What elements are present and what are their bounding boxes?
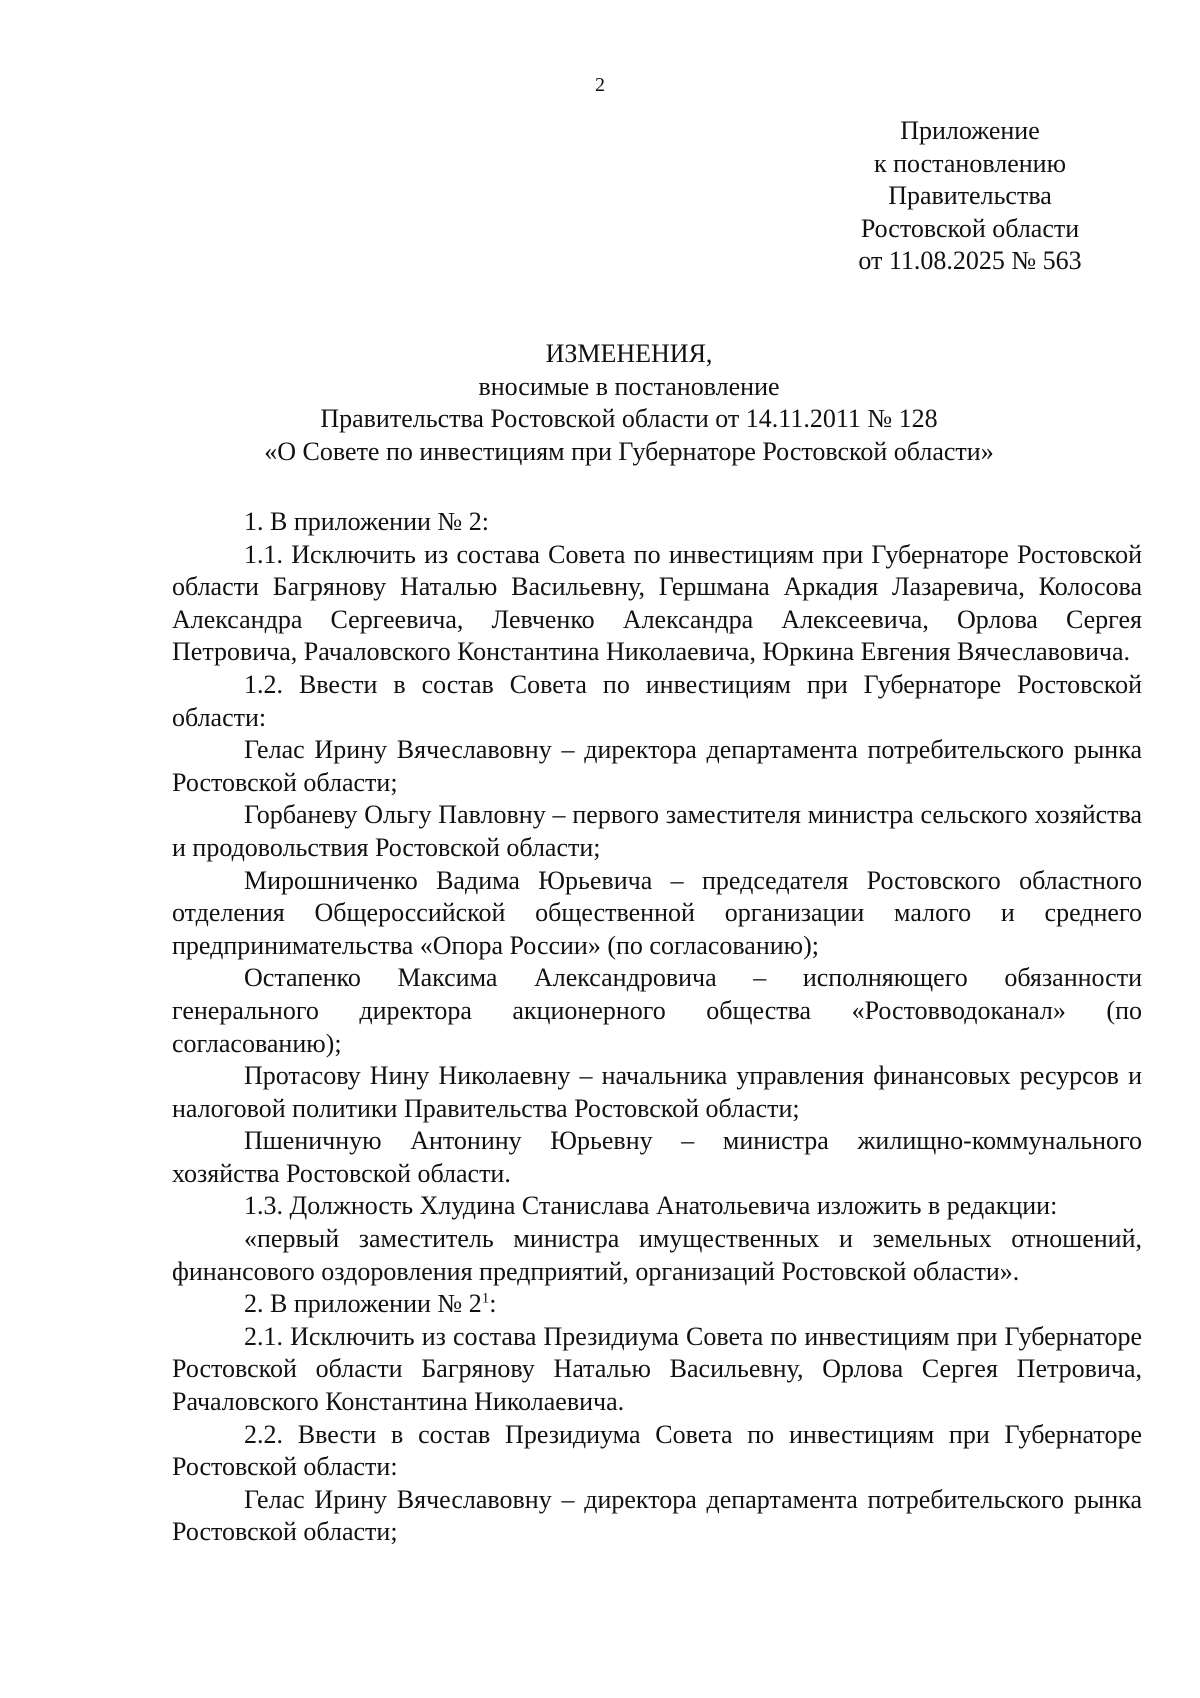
- list-item: Остапенко Максима Александровича – исполняющего обязанности генерального директора акционерного общества «Ростовводоканал» (по согласованию);: [172, 963, 1142, 1058]
- paragraph-1-3: 1.3. Должность Хлудина Станислава Анатольевича изложить в редакции:: [244, 1191, 1058, 1221]
- list-item: Горбаневу Ольгу Павловну – первого заместителя министра сельского хозяйства и продовольствия Ростовской области;: [172, 800, 1142, 862]
- list-item: Гелас Ирину Вячеславовну – директора департамента потребительского рынка Ростовской области;: [172, 1484, 1142, 1547]
- list-item: Гелас Ирину Вячеславовну – директора департамента потребительского рынка Ростовской области;: [172, 735, 1142, 797]
- superscript-index: 1: [481, 1290, 490, 1307]
- paragraph-2-colon: :: [489, 1289, 497, 1319]
- appendix-line: Приложение: [900, 116, 1040, 145]
- paragraph-1-1: 1.1. Исключить из состава Совета по инвестициям при Губернаторе Ростовской области Багрянову Наталью Васильевну, Гершмана Аркадия Лазаревича, Колосова Александра Сергеевича, Левченко Александра Алексеевича, Орлова Сергея Петровича, Рачаловского Константина Николаевича, Юркина Евгения Вячеславовича.: [172, 539, 1142, 667]
- paragraph-2-2: 2.2. Ввести в состав Президиума Совета по инвестициям при Губернаторе Ростовской области:: [172, 1419, 1142, 1482]
- paragraph-1: 1. В приложении № 2:: [244, 507, 489, 536]
- appendix-line: Правительства: [888, 181, 1052, 210]
- paragraph-2: [172, 1288, 1142, 1321]
- paragraph-1-2: 1.2. Ввести в состав Совета по инвестициям при Губернаторе Ростовской области:: [172, 669, 1142, 732]
- title-heading: ИЗМЕНЕНИЯ,: [545, 339, 713, 368]
- title-line: Правительства Ростовской области от 14.11.2011 № 128: [320, 404, 938, 433]
- list-item: Пшеничную Антонину Юрьевну – министра жилищно-коммунального хозяйства Ростовской области.: [172, 1126, 1142, 1188]
- page-number: 2: [595, 74, 605, 96]
- list-item: Мирошниченко Вадима Юрьевича – председателя Ростовского областного отделения Общероссийской общественной организации малого и среднего предпринимательства «Опора России» (по согласованию);: [172, 865, 1142, 960]
- appendix-line: Ростовской области: [860, 213, 1080, 243]
- appendix-date-number: от 11.08.2025 № 563: [858, 246, 1082, 275]
- title-line: вносимые в постановление: [478, 371, 780, 401]
- appendix-line: к постановлению: [873, 148, 1067, 178]
- title-line: «О Совете по инвестициям при Губернаторе Ростовской области»: [264, 436, 994, 466]
- document-body: [172, 506, 1142, 1549]
- paragraph-2-1: 2.1. Исключить из состава Президиума Совета по инвестициям при Губернаторе Ростовской области Багрянову Наталью Васильевну, Орлова Сергея Петровича, Рачаловского Константина Николаевича.: [172, 1321, 1142, 1417]
- paragraph-2-text: 2. В приложении № 2: [244, 1289, 482, 1319]
- list-item: Протасову Нину Николаевну – начальника управления финансовых ресурсов и налоговой политики Правительства Ростовской области;: [172, 1061, 1142, 1123]
- appendix-header: [820, 115, 1120, 278]
- paragraph-1-3-quote: «первый заместитель министра имущественных и земельных отношений, финансового оздоровления предприятий, организаций Ростовской области».: [172, 1224, 1142, 1286]
- document-title: [170, 338, 1088, 468]
